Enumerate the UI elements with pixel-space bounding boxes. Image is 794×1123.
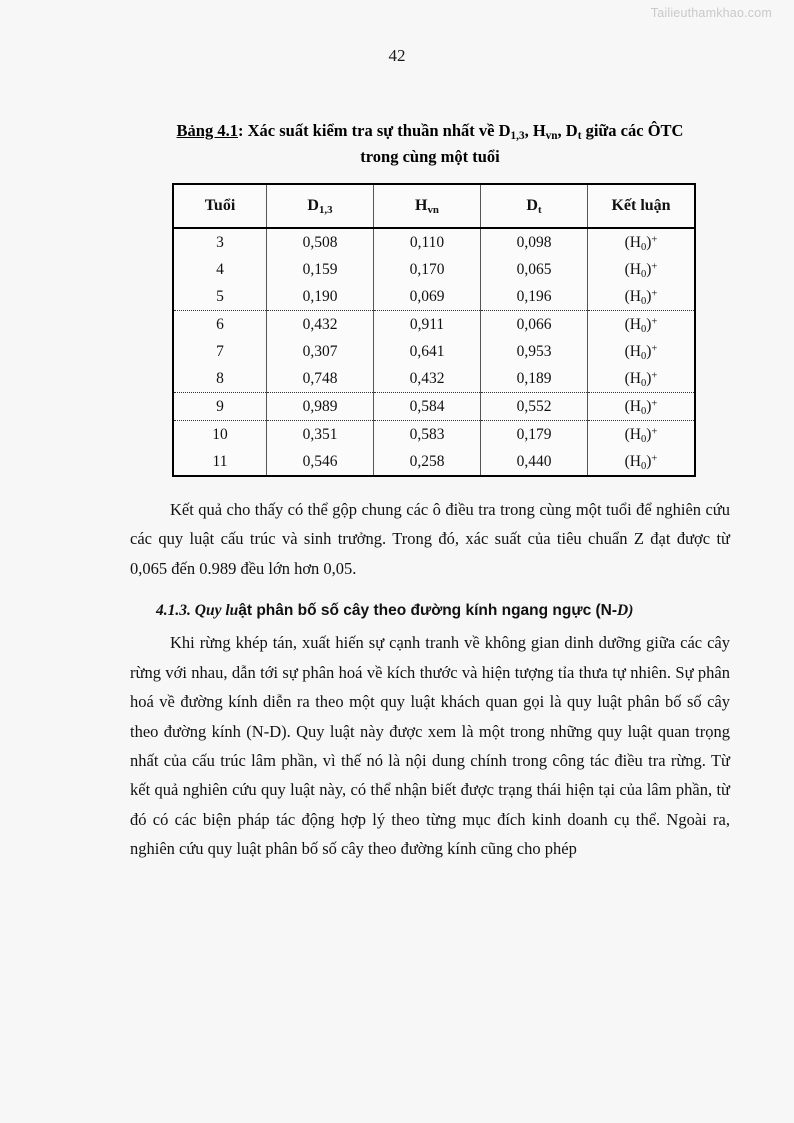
conclusion-base: (H	[624, 287, 641, 305]
conclusion-close: )	[646, 425, 652, 443]
cell-dt: 0,552	[481, 393, 588, 421]
conclusion-subscript: 0	[640, 433, 647, 445]
caption-text-d: giữa các ÔTC	[581, 121, 684, 140]
header-text: H	[415, 197, 428, 215]
header-text: Kết luận	[611, 197, 671, 215]
cell-hvn: 0,584	[374, 393, 481, 421]
conclusion-base: (H	[624, 425, 641, 443]
conclusion-close: )	[646, 342, 652, 360]
cell-hvn: 0,432	[374, 365, 481, 393]
conclusion-subscript: 0	[640, 295, 647, 307]
cell-dt: 0,179	[481, 421, 588, 449]
table-row	[173, 365, 695, 393]
conclusion-close: )	[646, 452, 652, 470]
cell-hvn: 0,911	[374, 311, 481, 339]
header-subscript: t	[537, 204, 542, 217]
heading-plain-part: ật phân bố số cây theo đường kính ngang ngực (N-	[238, 602, 618, 620]
page-content	[130, 118, 730, 863]
col-header-hvn	[374, 184, 481, 228]
cell-tuoi: 6	[173, 311, 267, 339]
heading-italic-d: D)	[617, 602, 634, 620]
cell-d13: 0,748	[267, 365, 374, 393]
col-header-ketluan	[588, 184, 696, 228]
cell-ketluan	[588, 311, 696, 339]
col-header-tuoi	[173, 184, 267, 228]
conclusion-subscript: 0	[640, 377, 647, 389]
conclusion-base: (H	[624, 315, 641, 333]
cell-dt: 0,098	[481, 228, 588, 256]
header-subscript: vn	[427, 204, 439, 217]
conclusion-subscript: 0	[640, 350, 647, 362]
cell-ketluan	[588, 421, 696, 449]
table-row	[173, 393, 695, 421]
caption-sub-hvn: vn	[545, 130, 558, 143]
cell-d13: 0,307	[267, 338, 374, 365]
conclusion-close: )	[646, 233, 652, 251]
table-row	[173, 256, 695, 283]
watermark-text: Tailieuthamkhao.com	[650, 6, 772, 20]
cell-tuoi: 7	[173, 338, 267, 365]
cell-hvn: 0,583	[374, 421, 481, 449]
table-caption	[130, 118, 730, 169]
conclusion-close: )	[646, 260, 652, 278]
col-header-d13	[267, 184, 374, 228]
cell-d13: 0,351	[267, 421, 374, 449]
caption-text-c: , D	[557, 121, 578, 140]
conclusion-superscript: +	[651, 426, 658, 438]
cell-hvn: 0,641	[374, 338, 481, 365]
caption-line2: trong cùng một tuổi	[360, 146, 500, 166]
section-heading-4-1-3	[156, 599, 730, 622]
table-row	[173, 228, 695, 256]
header-text: Tuổi	[204, 197, 236, 215]
conclusion-subscript: 0	[640, 268, 647, 280]
cell-d13: 0,432	[267, 311, 374, 339]
cell-tuoi: 5	[173, 283, 267, 311]
cell-tuoi: 9	[173, 393, 267, 421]
cell-tuoi: 3	[173, 228, 267, 256]
conclusion-subscript: 0	[640, 323, 647, 335]
conclusion-superscript: +	[651, 453, 658, 465]
cell-tuoi: 10	[173, 421, 267, 449]
cell-d13: 0,159	[267, 256, 374, 283]
table-wrapper	[172, 183, 688, 477]
cell-dt: 0,440	[481, 448, 588, 476]
caption-text-a: : Xác suất kiểm tra sự thuần nhất về D	[237, 121, 511, 140]
caption-sub-d13: 1,3	[510, 130, 525, 143]
conclusion-base: (H	[624, 397, 641, 415]
table-body	[173, 228, 695, 476]
cell-d13: 0,508	[267, 228, 374, 256]
table-row	[173, 421, 695, 449]
conclusion-subscript: 0	[640, 405, 647, 417]
paragraph-after-table: Kết quả cho thấy có thể gộp chung các ô điều tra trong cùng một tuổi để nghiên cứu các quy luật cấu trúc và sinh trưởng. Trong đó, xác suất của tiêu chuẩn Z đạt được từ 0,065 đến 0.989 đều lớn hơn 0,05.	[130, 500, 730, 578]
table-row	[173, 338, 695, 365]
cell-hvn: 0,110	[374, 228, 481, 256]
cell-ketluan	[588, 256, 696, 283]
table-row	[173, 311, 695, 339]
caption-label: Bảng 4.1	[176, 121, 238, 140]
paragraph-main-body: Khi rừng khép tán, xuất hiến sự cạnh tranh về không gian dinh dưỡng giữa các cây rừng với nhau, dẫn tới sự phân hoá về kích thước và hiện tượng tỉa thưa tự nhiên. Sự phân hoá về đường kính diễn ra theo một quy luật khách quan gọi là quy luật phân bố số cây theo đường kính (N-D). Quy luật này được xem là một trong những quy luật quan trọng nhất của cấu trúc lâm phần, vì thế nó là nội dung chính trong công tác điều tra rừng. Từ kết quả nghiên cứu quy luật này, có thể nhận biết được trạng thái hiện tại của lâm phần, từ đó có các biện pháp tác động hợp lý theo từng mục đích kinh doanh cụ thể. Ngoài ra, nghiên cứu quy luật phân bố số cây theo đường kính cũng cho phép	[130, 633, 730, 858]
cell-d13: 0,546	[267, 448, 374, 476]
table-header-row	[173, 184, 695, 228]
cell-hvn: 0,258	[374, 448, 481, 476]
cell-dt: 0,953	[481, 338, 588, 365]
cell-ketluan	[588, 338, 696, 365]
heading-number: 4.1.3.	[156, 602, 191, 620]
cell-hvn: 0,069	[374, 283, 481, 311]
conclusion-superscript: +	[651, 343, 658, 355]
header-text: D	[526, 197, 538, 215]
table-row	[173, 448, 695, 476]
cell-ketluan	[588, 283, 696, 311]
cell-ketluan	[588, 393, 696, 421]
cell-tuoi: 11	[173, 448, 267, 476]
heading-italic-part: Quy lu	[190, 602, 239, 620]
cell-dt: 0,196	[481, 283, 588, 311]
homogeneity-probability-table	[172, 183, 696, 477]
table-row	[173, 283, 695, 311]
cell-dt: 0,066	[481, 311, 588, 339]
conclusion-superscript: +	[651, 316, 658, 328]
cell-ketluan	[588, 448, 696, 476]
col-header-dt	[481, 184, 588, 228]
conclusion-subscript: 0	[640, 460, 647, 472]
cell-ketluan	[588, 365, 696, 393]
cell-ketluan	[588, 228, 696, 256]
cell-tuoi: 4	[173, 256, 267, 283]
conclusion-base: (H	[624, 452, 641, 470]
conclusion-superscript: +	[651, 370, 658, 382]
conclusion-base: (H	[624, 233, 641, 251]
cell-tuoi: 8	[173, 365, 267, 393]
conclusion-base: (H	[624, 260, 641, 278]
conclusion-superscript: +	[651, 398, 658, 410]
conclusion-close: )	[646, 315, 652, 333]
table-head	[173, 184, 695, 228]
conclusion-superscript: +	[651, 288, 658, 300]
conclusion-superscript: +	[651, 234, 658, 246]
conclusion-subscript: 0	[640, 241, 647, 253]
conclusion-close: )	[646, 397, 652, 415]
cell-dt: 0,065	[481, 256, 588, 283]
cell-dt: 0,189	[481, 365, 588, 393]
header-text: D	[307, 197, 319, 215]
conclusion-close: )	[646, 287, 652, 305]
cell-d13: 0,190	[267, 283, 374, 311]
cell-d13: 0,989	[267, 393, 374, 421]
cell-hvn: 0,170	[374, 256, 481, 283]
conclusion-superscript: +	[651, 261, 658, 273]
caption-text-b: , H	[524, 121, 546, 140]
conclusion-base: (H	[624, 369, 641, 387]
caption-sub-dt: t	[577, 130, 582, 143]
conclusion-close: )	[646, 369, 652, 387]
conclusion-base: (H	[624, 342, 641, 360]
header-subscript: 1,3	[318, 204, 333, 217]
page-number: 42	[388, 46, 406, 65]
